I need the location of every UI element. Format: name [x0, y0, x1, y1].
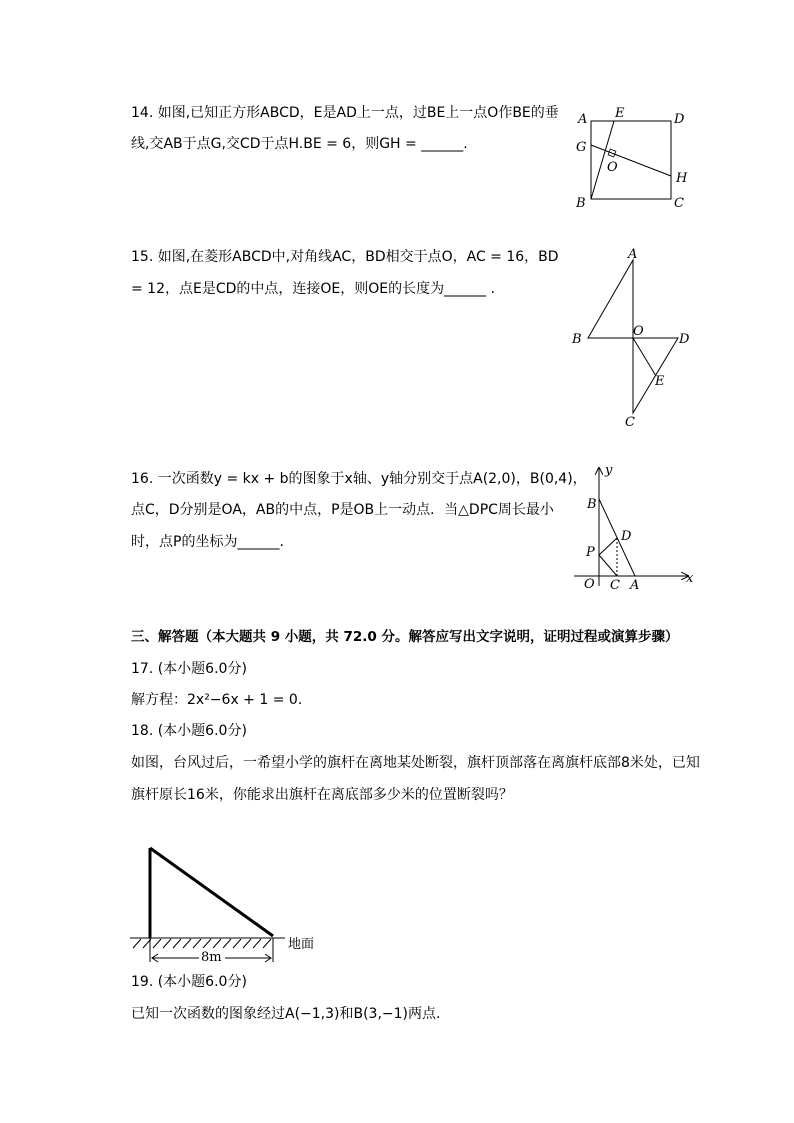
q19-number: 19. (本小题6.0分) [131, 974, 247, 990]
q18-number: 18. (本小题6.0分) [131, 723, 247, 739]
q16-line1: 16. 一次函数y = kx + b的图象于x轴、y轴分别交于点A(2,0)，B(0,4)， [131, 471, 587, 487]
q16-line3: 时，点P的坐标为______. [131, 534, 284, 550]
q16-label-D: D [621, 529, 632, 544]
q15-label-A: A [628, 247, 638, 262]
q16-label-C: C [610, 578, 620, 593]
q14-label-H: H [676, 171, 688, 186]
q15-label-D: D [679, 332, 690, 347]
q15-rhombus-figure [565, 248, 705, 433]
q18-flagpole-figure [125, 838, 325, 968]
q16-label-B: B [587, 497, 597, 512]
q14-label-A: A [578, 112, 588, 127]
q14-square-figure [570, 105, 700, 215]
q19-body: 已知一次函数的图象经过A(−1,3)和B(3,−1)两点. [131, 1006, 441, 1022]
q16-label-y: y [605, 463, 613, 478]
q17-body: 解方程：2x²−6x + 1 = 0. [131, 692, 303, 708]
q15-label-O: O [633, 324, 644, 339]
q16-label-P: P [586, 545, 595, 560]
q16-coordinate-figure [570, 462, 700, 592]
q16-label-x: x [686, 571, 694, 586]
q14-label-D: D [674, 112, 685, 127]
q14-label-O: O [607, 160, 618, 175]
q15-label-C: C [625, 415, 635, 430]
q14-label-G: G [576, 140, 587, 155]
q14-label-E: E [615, 106, 625, 121]
q14-label-C: C [674, 196, 684, 211]
q15-line1: 15. 如图,在菱形ABCD中,对角线AC，BD相交于点O，AC = 16，BD [131, 249, 559, 265]
q18-line2: 旗杆原长16米，你能求出旗杆在离底部多少米的位置断裂吗？ [131, 787, 513, 803]
q14-label-B: B [576, 196, 586, 211]
q14-line2: 线,交AB于点G,交CD于点H.BE = 6，则GH = ______. [131, 136, 468, 152]
q16-label-O: O [584, 577, 595, 592]
q18-line1: 如图，台风过后，一希望小学的旗杆在离地某处断裂，旗杆顶部落在离旗杆底部8米处，已知 [131, 755, 700, 771]
q15-label-E: E [655, 374, 665, 389]
q15-line2: = 12，点E是CD的中点，连接OE，则OE的长度为______ . [131, 281, 496, 297]
q18-distance-label: 8m [201, 950, 222, 965]
section-3-heading: 三、解答题（本大题共 9 小题，共 72.0 分。解答应写出文字说明，证明过程或演算步骤） [131, 629, 679, 645]
q15-label-B: B [572, 332, 582, 347]
q16-label-A: A [630, 578, 640, 593]
q17-number: 17. (本小题6.0分) [131, 661, 247, 677]
q18-ground-label: 地面 [288, 937, 315, 952]
q16-line2: 点C，D分别是OA，AB的中点，P是OB上一动点．当△DPC周长最小 [131, 502, 554, 518]
q14-line1: 14. 如图,已知正方形ABCD，E是AD上一点，过BE上一点O作BE的垂 [131, 105, 559, 121]
